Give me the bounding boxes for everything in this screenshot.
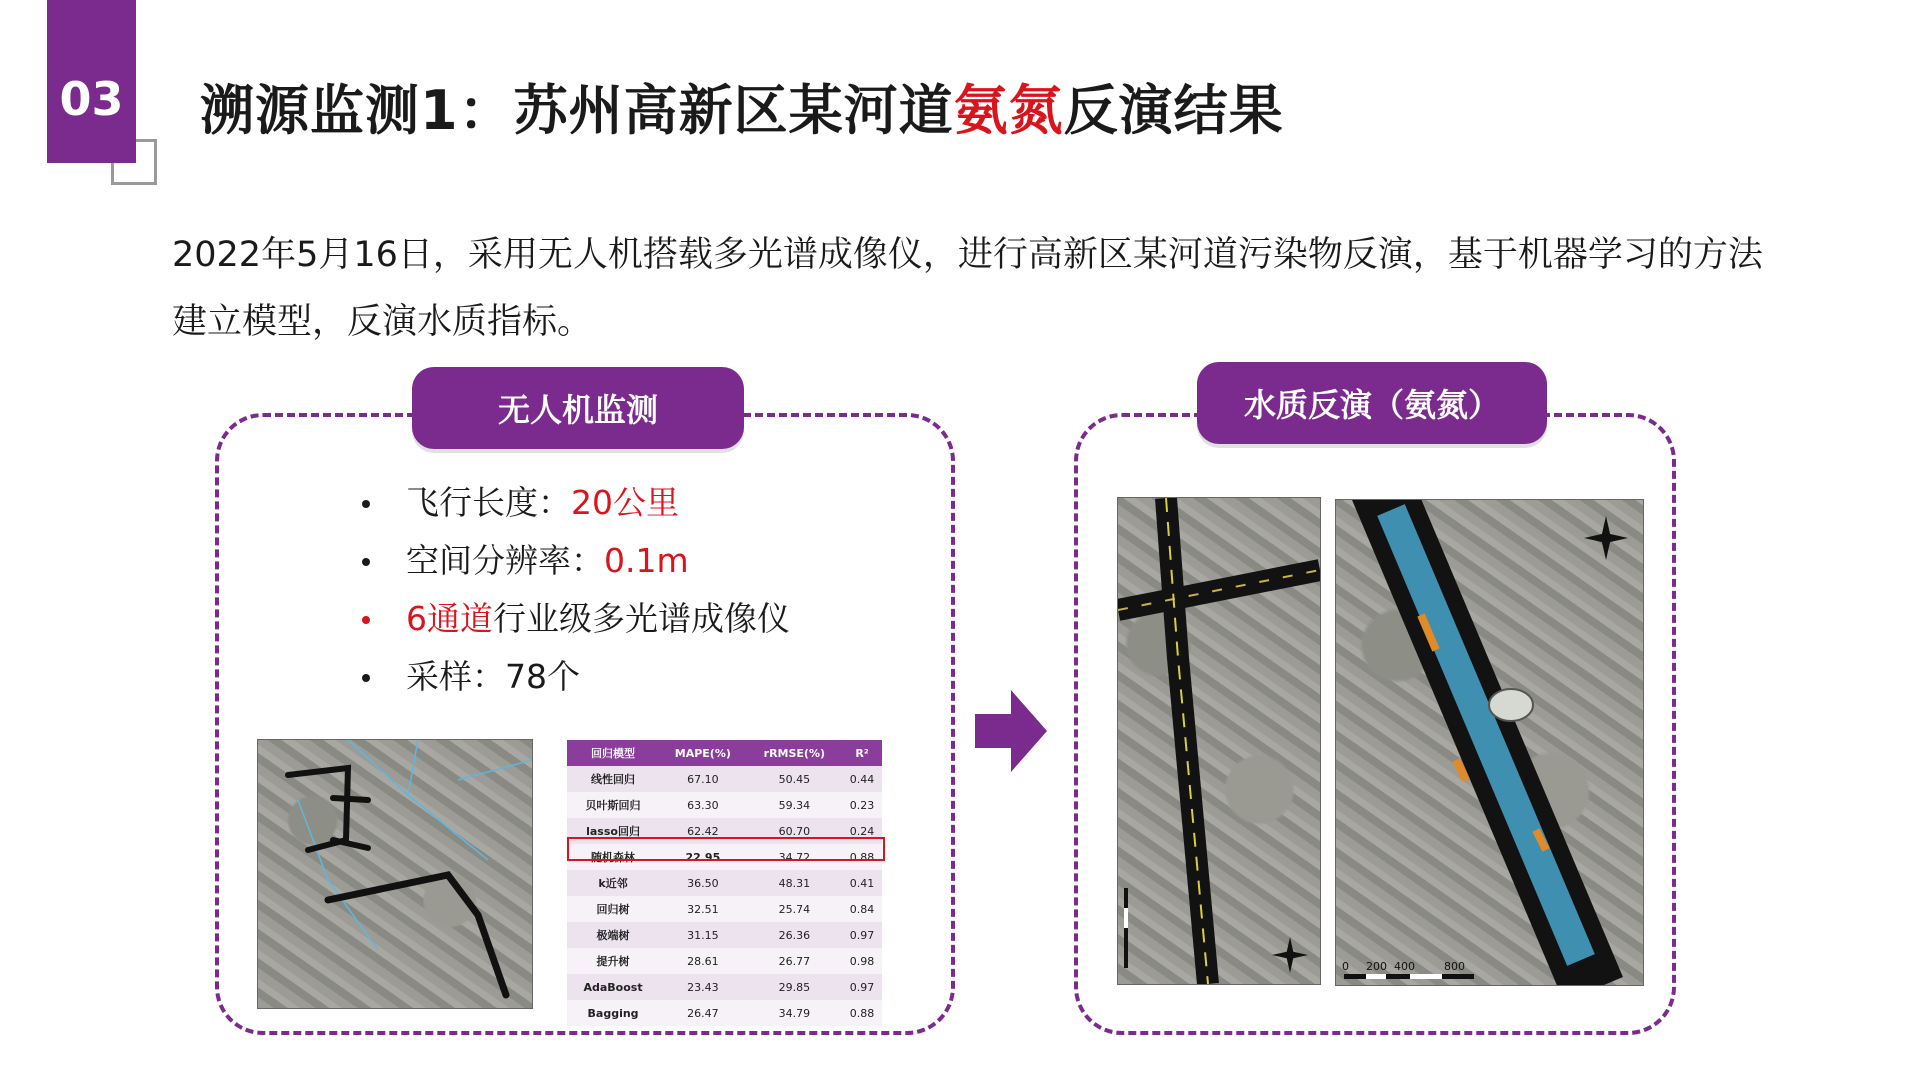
model-name: k近邻 bbox=[567, 870, 659, 896]
bullet-samples bbox=[362, 652, 790, 710]
model-name: Bagging bbox=[567, 1000, 659, 1026]
regression-model-table bbox=[567, 740, 882, 1026]
scale-label: 400 bbox=[1394, 960, 1415, 973]
inversion-overlay bbox=[1118, 498, 1320, 984]
inversion-result-header: 水质反演（氨氮） bbox=[1197, 362, 1547, 444]
bullet-value: 0.1m bbox=[604, 541, 689, 580]
mape-cell: 32.51 bbox=[659, 896, 747, 922]
rrmse-cell: 26.36 bbox=[747, 922, 842, 948]
r2-cell: 0.97 bbox=[842, 922, 882, 948]
mape-cell: 22.95 bbox=[659, 844, 747, 870]
inversion-map-overview bbox=[1117, 497, 1321, 985]
mape-cell: 26.47 bbox=[659, 1000, 747, 1026]
model-name: 贝叶斯回归 bbox=[567, 792, 659, 818]
mape-cell: 36.50 bbox=[659, 870, 747, 896]
model-name: 线性回归 bbox=[567, 766, 659, 792]
r2-cell: 0.41 bbox=[842, 870, 882, 896]
intro-paragraph: 2022年5月16日，采用无人机搭载多光谱成像仪，进行高新区某河道污染物反演，基于机器学习的方法建立模型，反演水质指标。 bbox=[172, 235, 1763, 342]
r2-cell: 0.98 bbox=[842, 948, 882, 974]
r2-cell: 0.88 bbox=[842, 844, 882, 870]
rrmse-cell: 34.72 bbox=[747, 844, 842, 870]
scale-label: 800 bbox=[1444, 960, 1465, 973]
bullet-label: 采样： bbox=[406, 657, 505, 696]
column-header: 回归模型 bbox=[567, 740, 659, 766]
column-header: R² bbox=[842, 740, 882, 766]
scale-bar bbox=[1344, 974, 1474, 979]
uav-monitoring-header: 无人机监测 bbox=[412, 367, 744, 449]
section-number-badge: 03 bbox=[47, 0, 136, 163]
model-name: AdaBoost bbox=[567, 974, 659, 1000]
bullet-flight-length bbox=[362, 478, 790, 536]
bullet-value: 78个 bbox=[505, 657, 580, 696]
column-header: rRMSE(%) bbox=[747, 740, 842, 766]
title-highlight: 氨氮 bbox=[953, 79, 1064, 142]
bullet-dot bbox=[362, 674, 370, 682]
mape-cell: 23.43 bbox=[659, 974, 747, 1000]
model-name: 提升树 bbox=[567, 948, 659, 974]
bullet-value: 20公里 bbox=[571, 483, 679, 522]
mape-cell: 63.30 bbox=[659, 792, 747, 818]
table-row bbox=[567, 792, 882, 818]
bullet-dot bbox=[362, 616, 370, 624]
inversion-map-detail bbox=[1335, 499, 1644, 986]
table-row bbox=[567, 766, 882, 792]
model-name: 随机森林 bbox=[567, 844, 659, 870]
r2-cell: 0.23 bbox=[842, 792, 882, 818]
flight-track-overlay bbox=[258, 740, 532, 1008]
rrmse-cell: 60.70 bbox=[747, 818, 842, 844]
table-header-row bbox=[567, 740, 882, 766]
table-row bbox=[567, 870, 882, 896]
river-ammonia-concentration bbox=[1391, 510, 1581, 960]
r2-cell: 0.97 bbox=[842, 974, 882, 1000]
bullet-dot bbox=[362, 500, 370, 508]
rrmse-cell: 59.34 bbox=[747, 792, 842, 818]
best-model-highlight bbox=[567, 837, 885, 861]
mape-cell: 31.15 bbox=[659, 922, 747, 948]
bullet-dot bbox=[362, 558, 370, 566]
title-part2: 反演结果 bbox=[1063, 79, 1284, 142]
r2-cell: 0.88 bbox=[842, 1000, 882, 1026]
model-name: lasso回归 bbox=[567, 818, 659, 844]
flight-track bbox=[288, 768, 368, 850]
r2-cell: 0.24 bbox=[842, 818, 882, 844]
rrmse-cell: 29.85 bbox=[747, 974, 842, 1000]
scale-label: 0 bbox=[1342, 960, 1349, 973]
table-row bbox=[567, 974, 882, 1000]
scale-label: 200 bbox=[1366, 960, 1387, 973]
mape-cell: 62.42 bbox=[659, 818, 747, 844]
table-row bbox=[567, 922, 882, 948]
bullet-label: 飞行长度： bbox=[406, 483, 571, 522]
uav-spec-list bbox=[362, 478, 790, 710]
model-name: 回归树 bbox=[567, 896, 659, 922]
rrmse-cell: 48.31 bbox=[747, 870, 842, 896]
title-part1: 溯源监测1：苏州高新区某河道 bbox=[200, 79, 954, 142]
rrmse-cell: 25.74 bbox=[747, 896, 842, 922]
bullet-value: 6通道 bbox=[406, 599, 493, 638]
r2-cell: 0.44 bbox=[842, 766, 882, 792]
inversion-overlay bbox=[1336, 500, 1643, 985]
bullet-channels bbox=[362, 594, 790, 652]
flight-track bbox=[328, 875, 506, 995]
rrmse-cell: 50.45 bbox=[747, 766, 842, 792]
scale-bar bbox=[1124, 888, 1128, 968]
bullet-resolution bbox=[362, 536, 790, 594]
model-name: 极端树 bbox=[567, 922, 659, 948]
table-row bbox=[567, 1000, 882, 1026]
mape-cell: 67.10 bbox=[659, 766, 747, 792]
bullet-label: 行业级多光谱成像仪 bbox=[493, 599, 790, 638]
page-title bbox=[200, 68, 1284, 145]
table-row bbox=[567, 896, 882, 922]
column-header: MAPE(%) bbox=[659, 740, 747, 766]
r2-cell: 0.84 bbox=[842, 896, 882, 922]
bullet-label: 空间分辨率： bbox=[406, 541, 604, 580]
mape-cell: 28.61 bbox=[659, 948, 747, 974]
arrow-right-icon bbox=[975, 690, 1047, 772]
north-arrow-icon bbox=[1584, 516, 1628, 560]
rrmse-cell: 34.79 bbox=[747, 1000, 842, 1026]
rrmse-cell: 26.77 bbox=[747, 948, 842, 974]
table-row bbox=[567, 948, 882, 974]
north-arrow-icon bbox=[1272, 937, 1308, 973]
flight-track-map bbox=[257, 739, 533, 1009]
